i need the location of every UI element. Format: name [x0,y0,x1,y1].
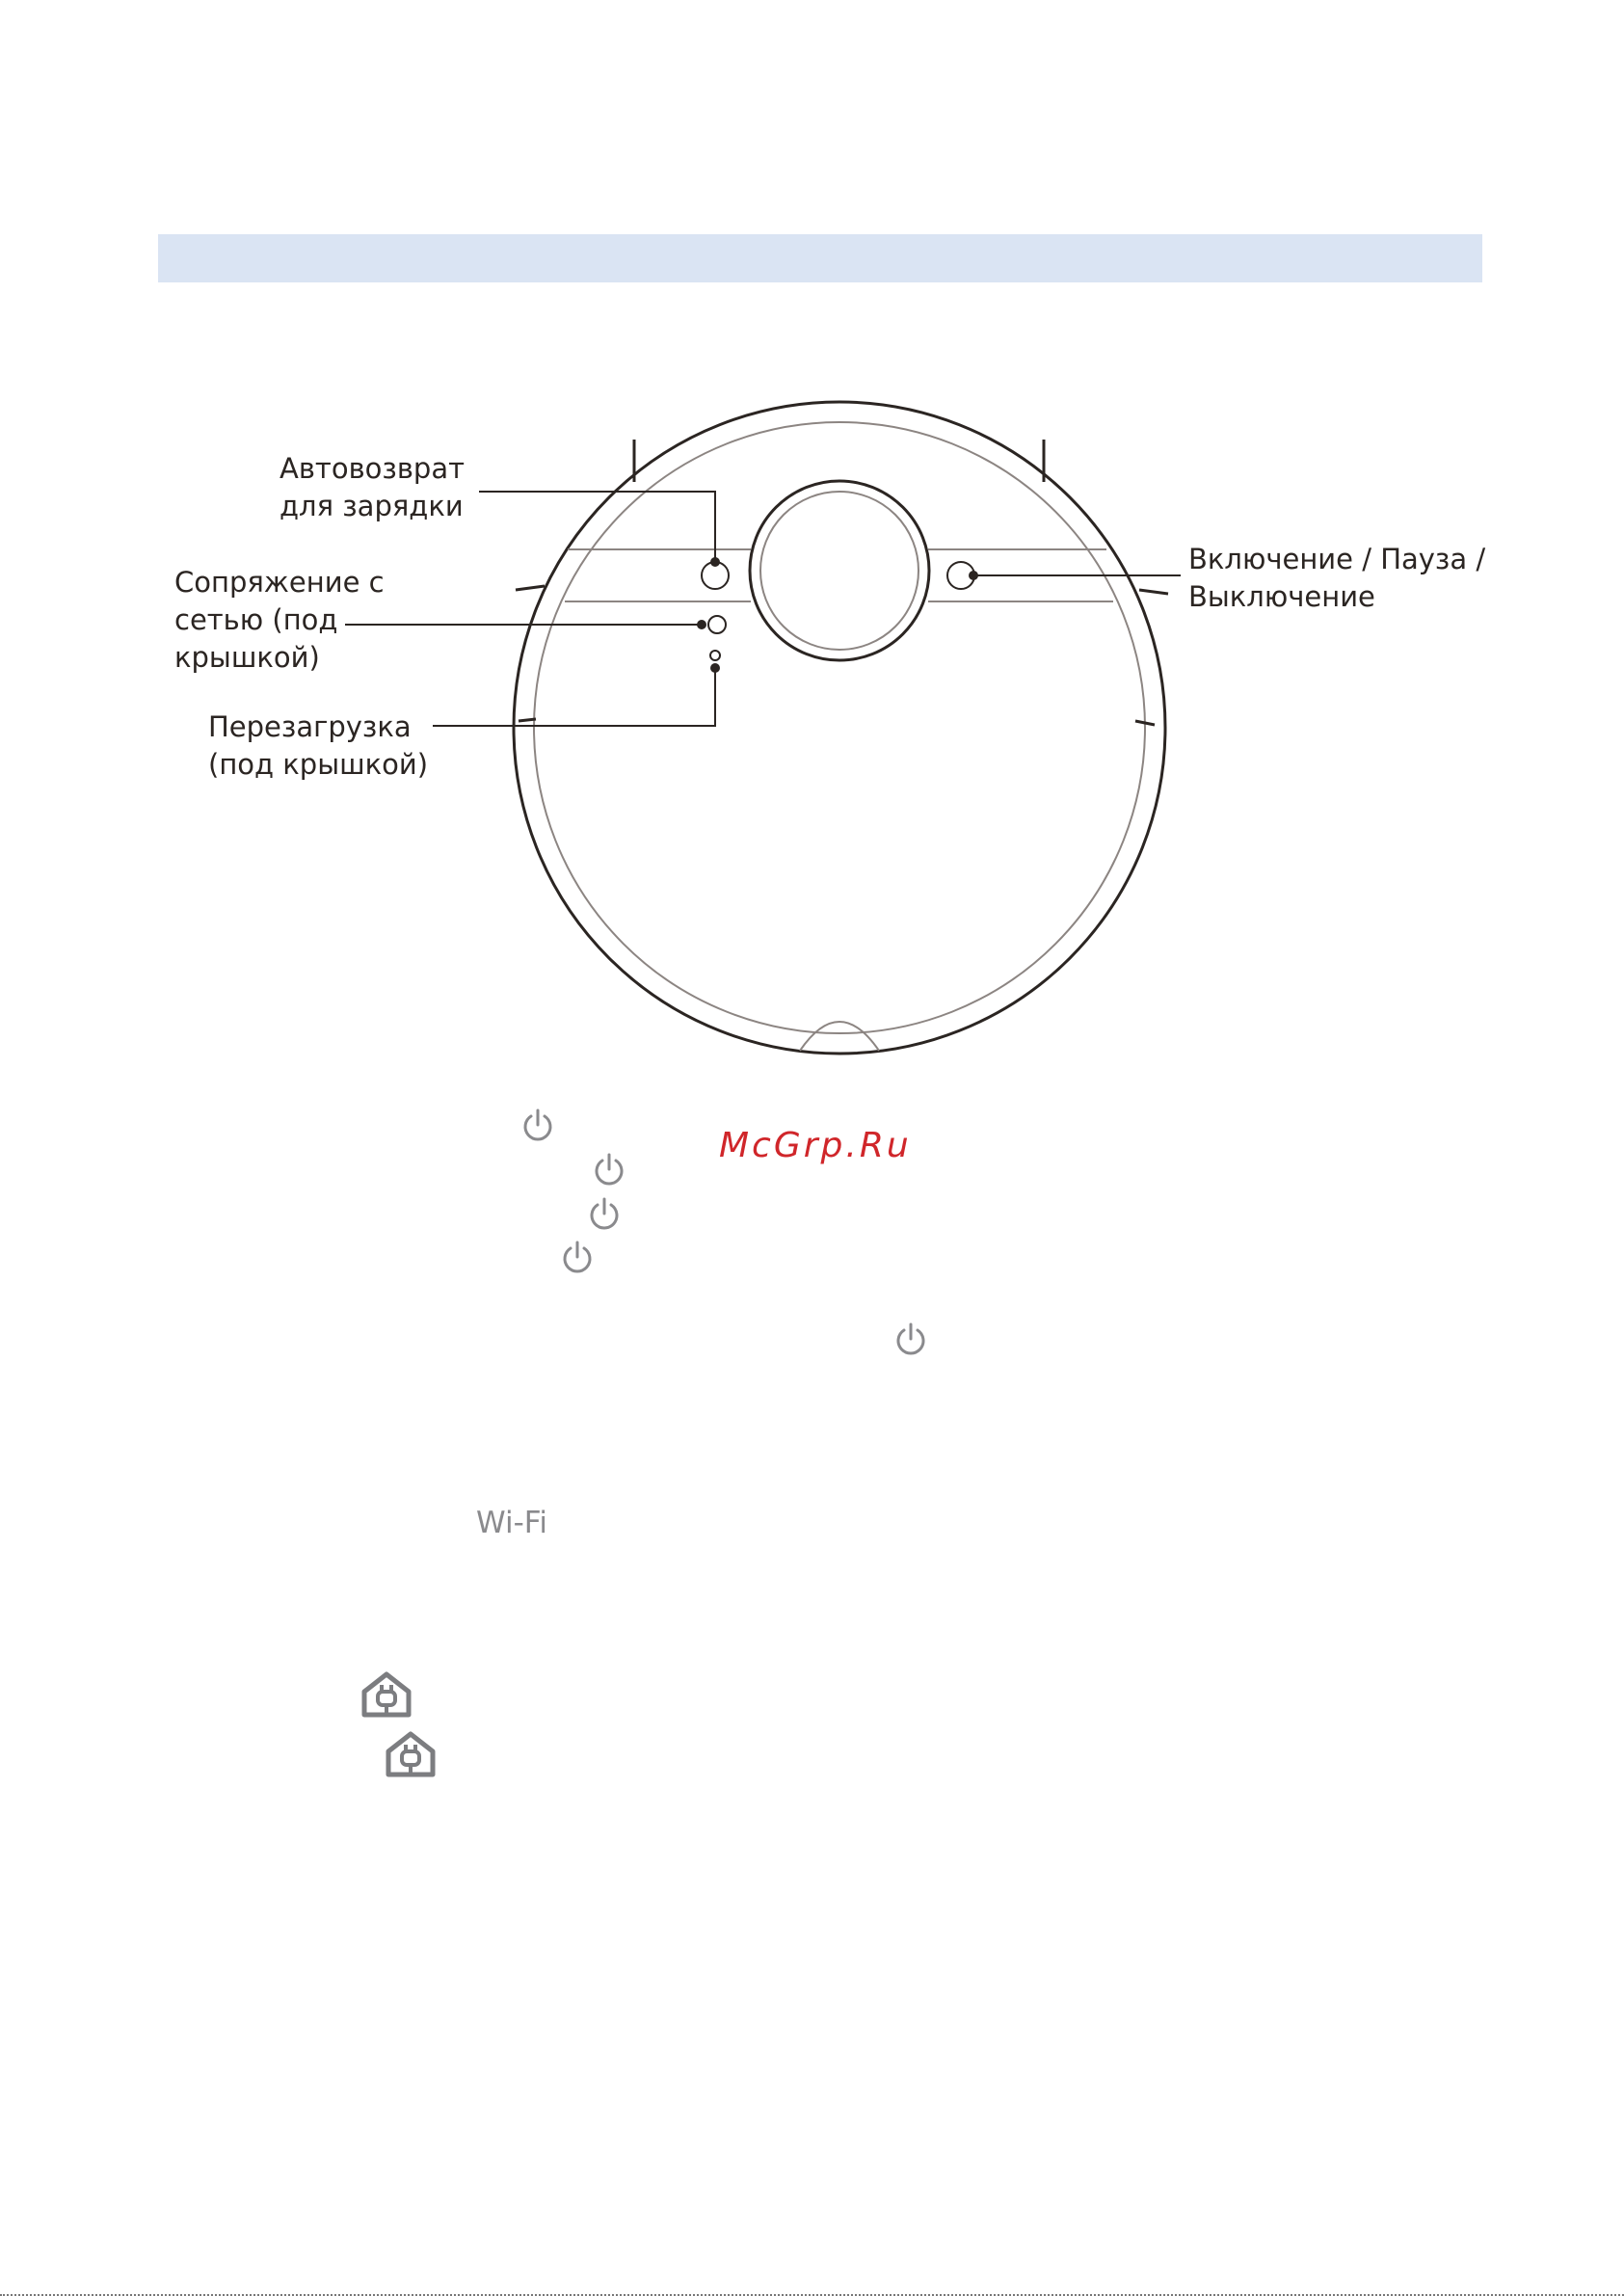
power-icon [892,1321,930,1359]
reset-hole [710,651,720,660]
label-reset: Перезагрузка (под крышкой) [208,710,429,781]
label-auto-return: Автовозврат для зарядки [280,452,465,522]
power-icon [558,1239,597,1277]
power-icon [519,1107,557,1145]
home-dock-icon [359,1670,414,1719]
wifi-pair-hole [708,616,726,633]
label-network-pairing: Сопряжение с сетью (под крышкой) [174,566,385,674]
watermark: McGrp.Ru [719,1126,912,1165]
power-icon [585,1195,624,1234]
home-dock-icon [383,1730,439,1778]
robot-outer-body [514,402,1165,1054]
laser-tower-inner [760,492,918,650]
laser-tower-outer [750,481,929,660]
label-power: Включение / Пауза / Выключение [1188,543,1486,613]
wifi-label: Wi-Fi [476,1506,547,1540]
robot-inner-ring [534,422,1145,1033]
power-icon [590,1151,628,1189]
robot-vacuum-diagram [0,0,1624,1080]
